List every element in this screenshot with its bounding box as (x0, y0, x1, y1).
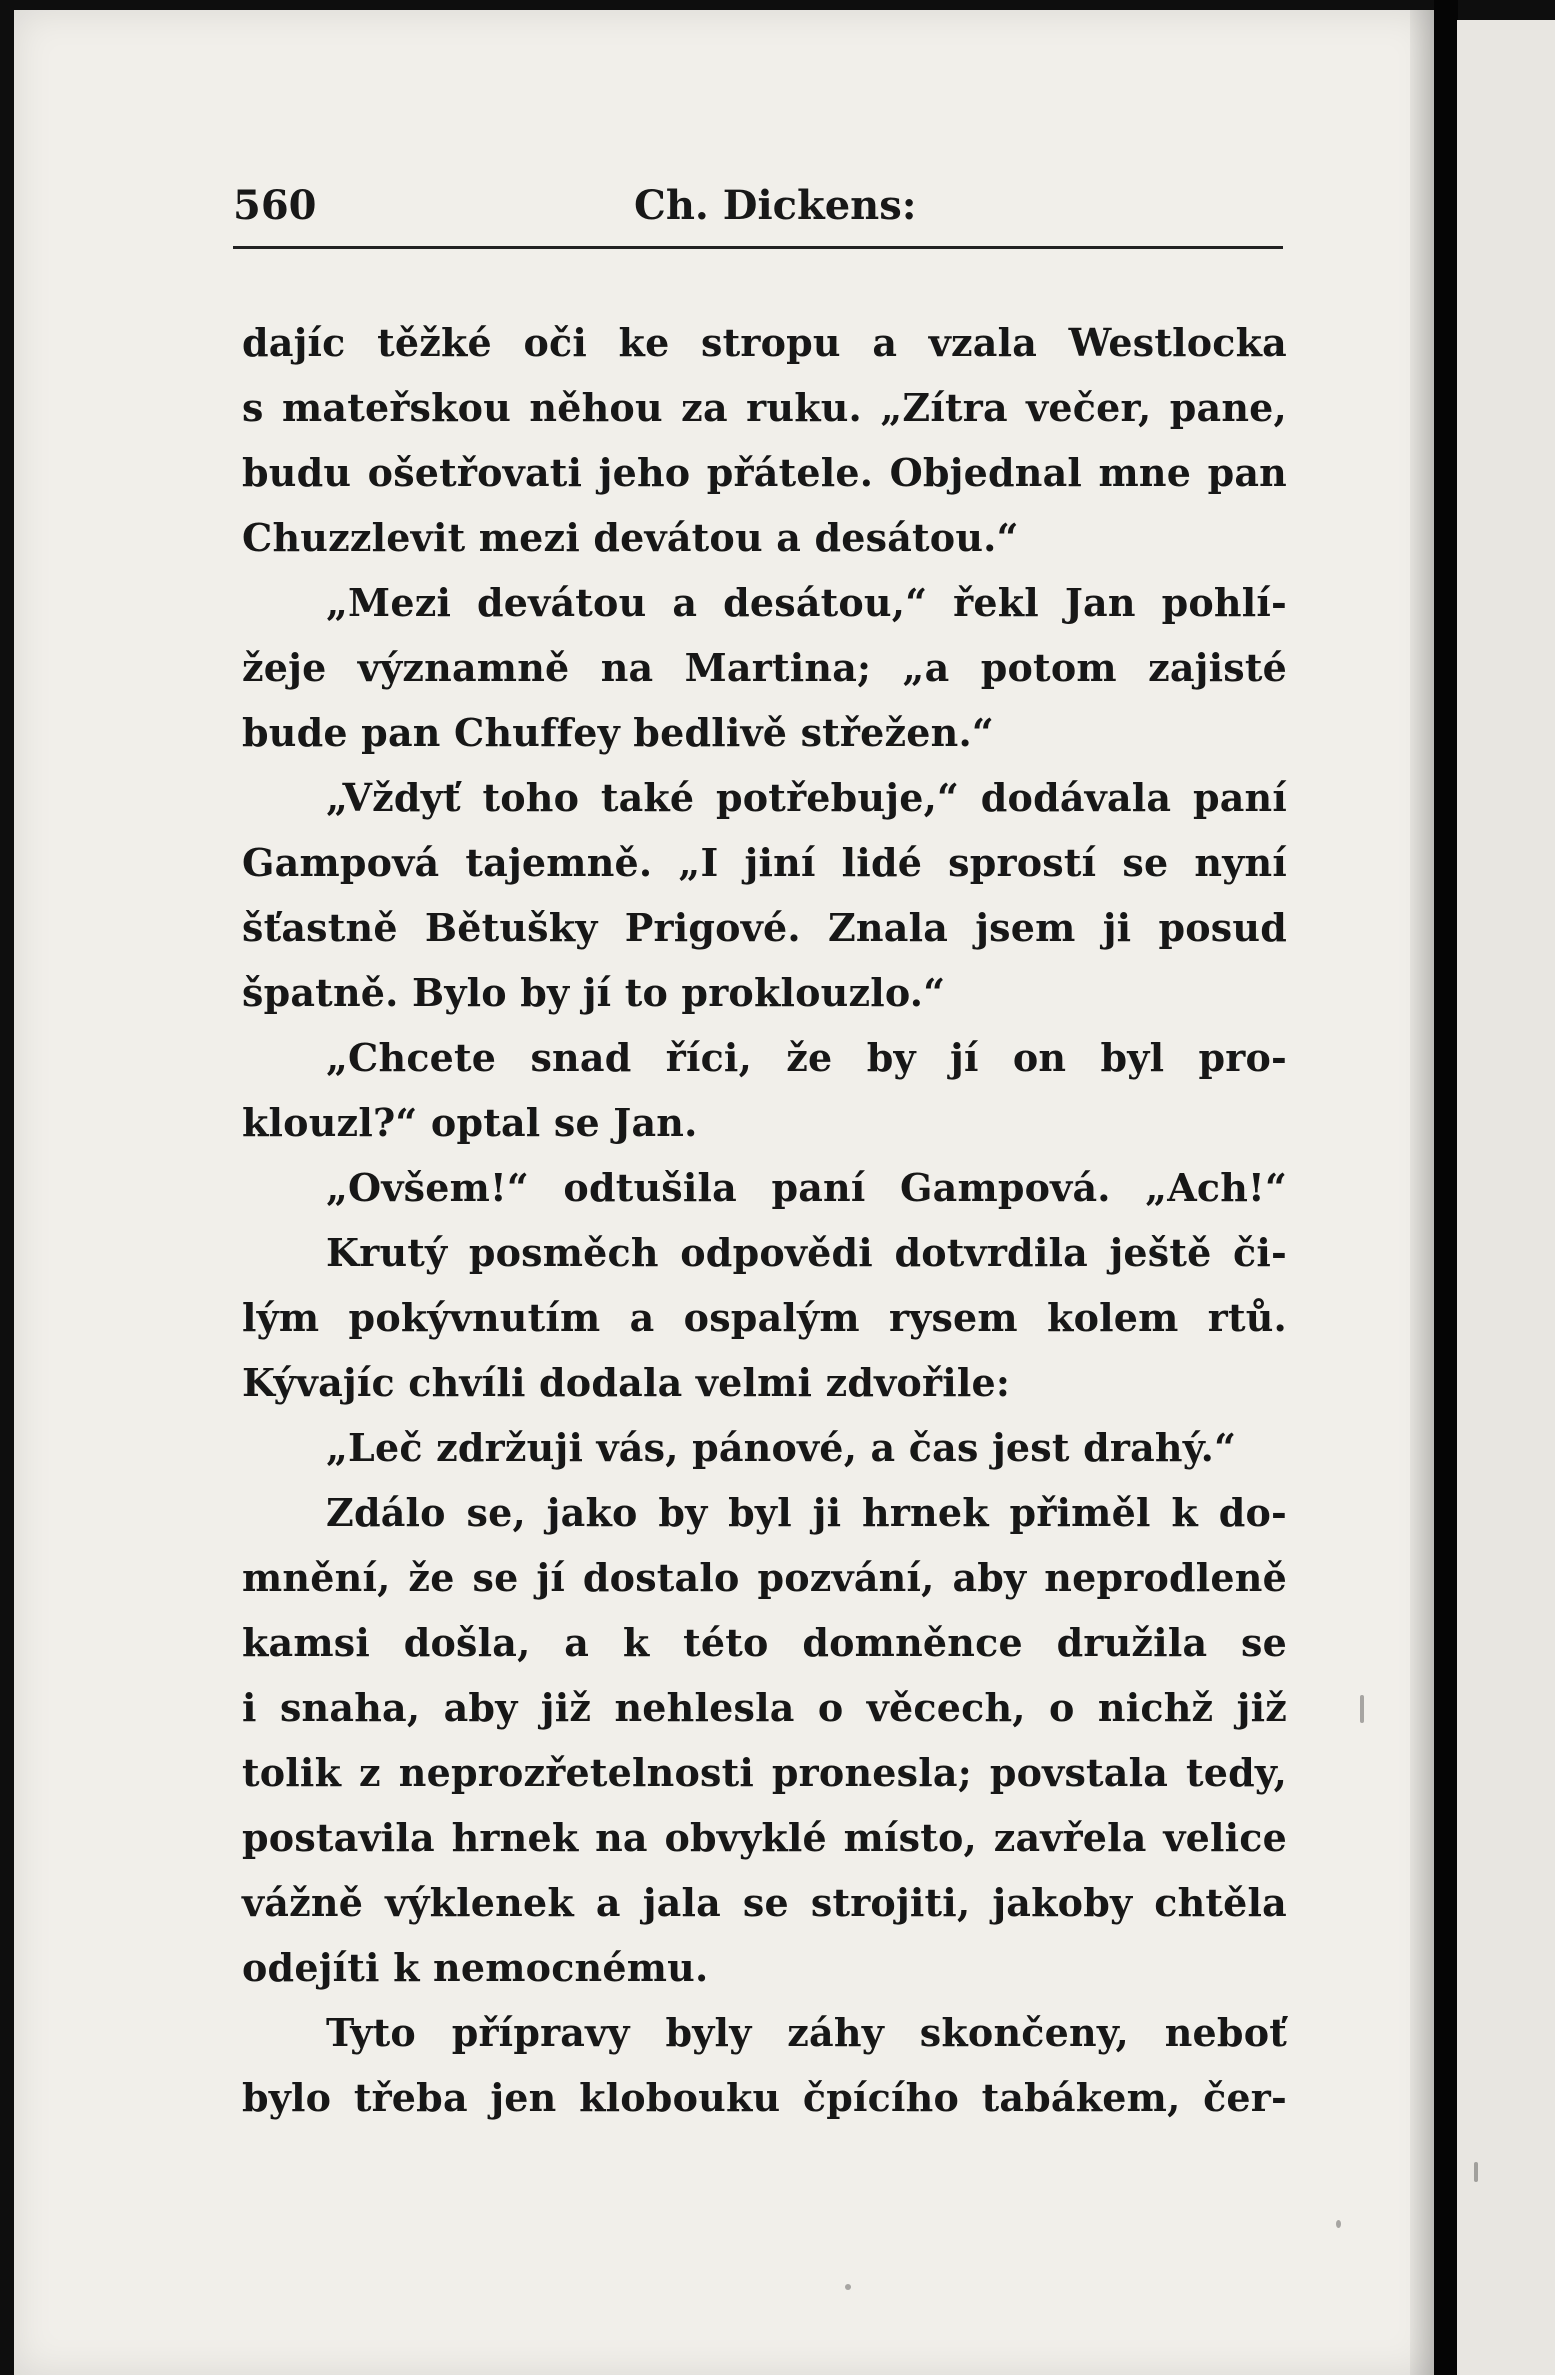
book-gutter (1434, 0, 1458, 2375)
text-line: Zdálo se, jako by byl ji hrnek přiměl k do- (326, 1490, 1287, 1535)
text-line: „Leč zdržuji vás, pánové, a čas jest drahý.“ (326, 1425, 1237, 1470)
facing-page-edge (1457, 20, 1555, 2375)
text-line: Chuzzlevit mezi devátou a desátou.“ (242, 515, 1019, 560)
text-line: Gampová tajemně. „I jiní lidé sprostí se nyní (242, 840, 1287, 885)
scan-speck (845, 2284, 851, 2290)
text-line: vážně výklenek a jala se strojiti, jakoby chtěla (242, 1880, 1287, 1925)
text-line: mnění, že se jí dostalo pozvání, aby neprodleně (242, 1555, 1287, 1600)
text-line: s mateřskou něhou za ruku. „Zítra večer, pane, (242, 385, 1287, 430)
text-line: Krutý posměch odpovědi dotvrdila ještě či- (326, 1230, 1287, 1275)
page-header (233, 182, 1417, 234)
text-line: kamsi došla, a k této domněnce družila se (242, 1620, 1287, 1665)
text-line: odejíti k nemocnému. (242, 1945, 709, 1990)
text-line: Kývajíc chvíli dodala velmi zdvořile: (242, 1360, 1011, 1405)
text-line: Tyto přípravy byly záhy skončeny, neboť (326, 2010, 1287, 2055)
scan-speck (1474, 2162, 1478, 2182)
body-text (242, 310, 1287, 2130)
text-line: tolik z neprozřetelnosti pronesla; povstala tedy, (242, 1750, 1287, 1795)
text-line: šťastně Bětušky Prigové. Znala jsem ji posud (242, 905, 1287, 950)
text-line: dajíc těžké oči ke stropu a vzala Westlocka (242, 320, 1287, 365)
scan-speck (1360, 1695, 1364, 1723)
text-line: lým pokývnutím a ospalým rysem kolem rtů. (242, 1295, 1287, 1340)
text-line: i snaha, aby již nehlesla o věcech, o nichž již (242, 1685, 1287, 1730)
text-line: bylo třeba jen klobouku čpícího tabákem, čer- (242, 2075, 1287, 2120)
text-line: žeje významně na Martina; „a potom zajisté (242, 645, 1287, 690)
text-line: špatně. Bylo by jí to proklouzlo.“ (242, 970, 946, 1015)
text-line: „Chcete snad říci, že by jí on byl pro- (326, 1035, 1287, 1080)
scan-speck (1336, 2220, 1341, 2228)
text-line: „Mezi devátou a desátou,“ řekl Jan pohlí- (326, 580, 1287, 625)
text-line: postavila hrnek na obvyklé místo, zavřela velice (242, 1815, 1287, 1860)
text-line: bude pan Chuffey bedlivě střežen.“ (242, 710, 994, 755)
text-line: budu ošetřovati jeho přátele. Objednal mne pan (242, 450, 1287, 495)
page-number: 560 (233, 182, 317, 229)
text-line: klouzl?“ optal se Jan. (242, 1100, 698, 1145)
text-line: „Ovšem!“ odtušila paní Gampová. „Ach!“ (326, 1165, 1287, 1210)
running-head: Ch. Dickens: (634, 182, 917, 229)
text-line: „Vždyť toho také potřebuje,“ dodávala paní (326, 775, 1287, 820)
header-rule (233, 246, 1283, 249)
